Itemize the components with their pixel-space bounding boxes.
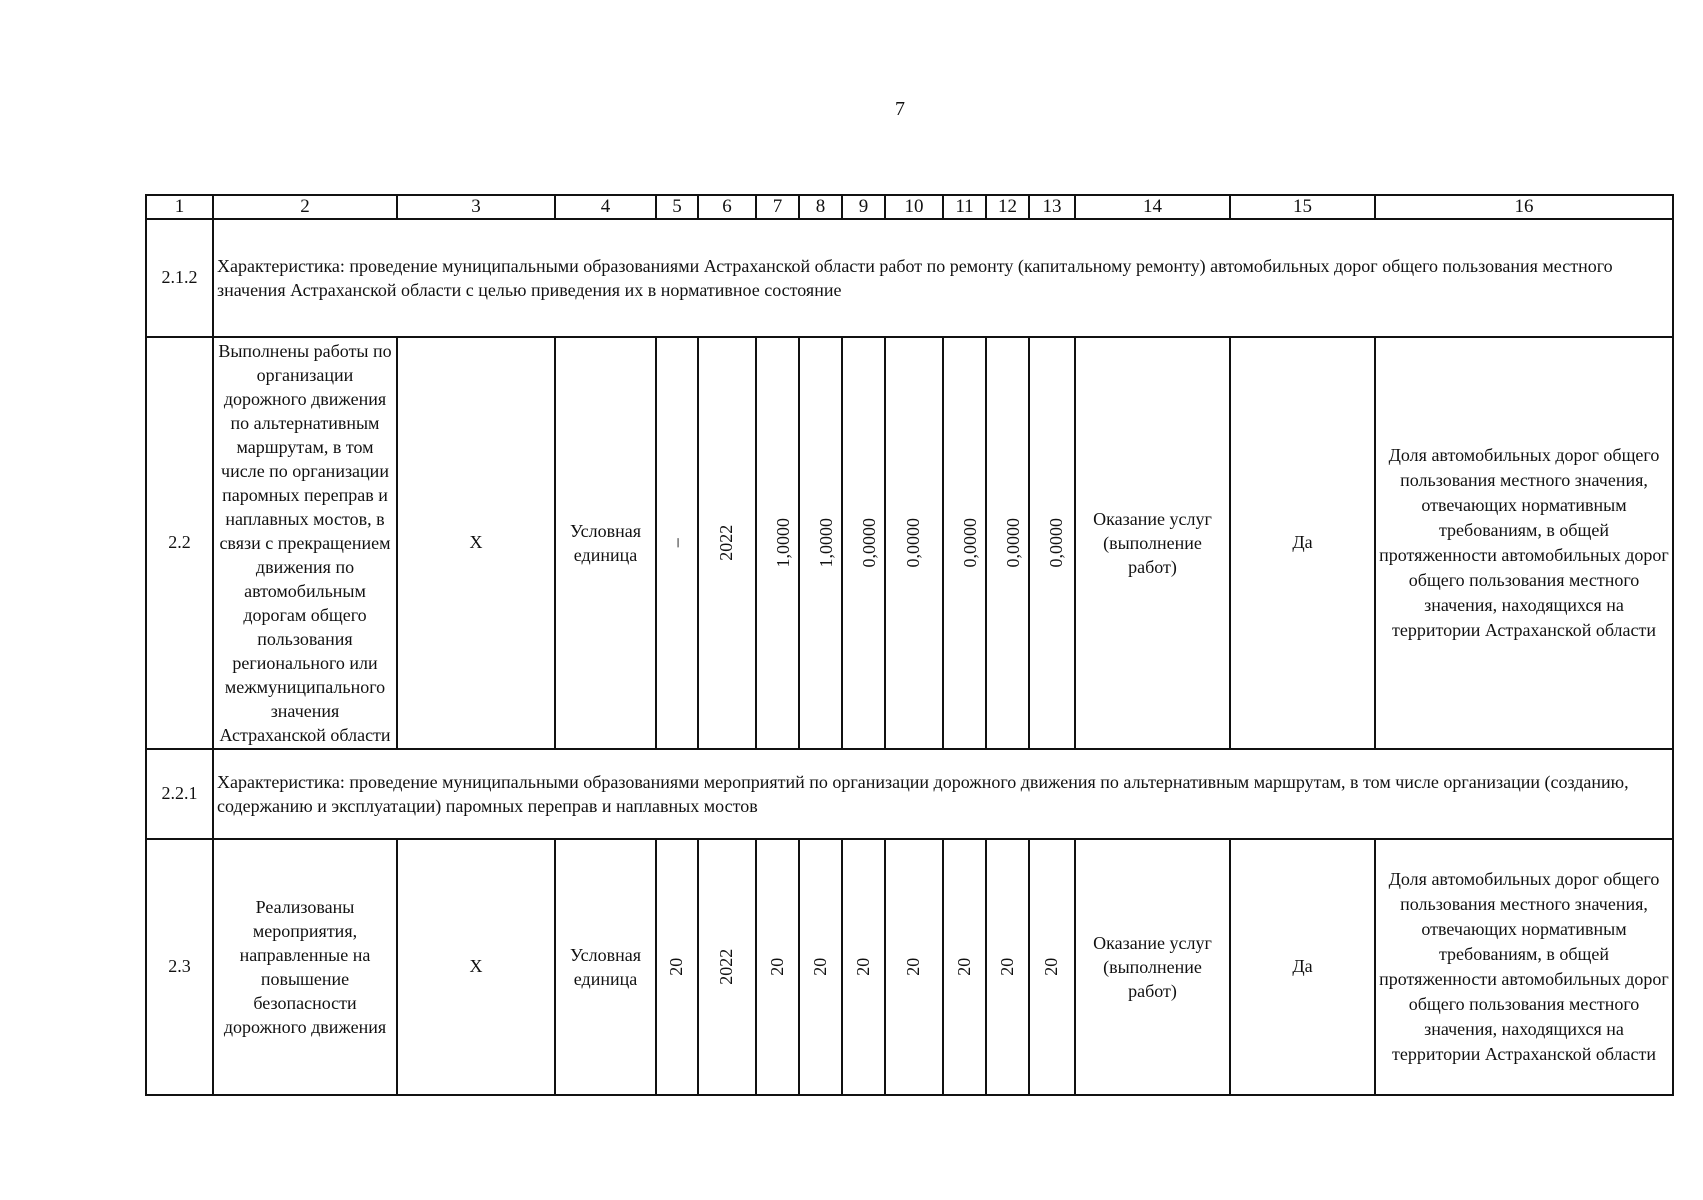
page-number: 7 (895, 98, 905, 120)
year-value (698, 337, 756, 749)
column-header: 10 (885, 195, 943, 219)
column-header: 2 (213, 195, 397, 219)
unit-value: Условная единица (555, 839, 656, 1095)
column-header: 13 (1029, 195, 1075, 219)
row-code: 2.3 (146, 839, 213, 1095)
value-text: 0,0000 (858, 518, 879, 568)
row-code: 2.1.2 (146, 219, 213, 337)
column-header: 5 (656, 195, 698, 219)
value-cell (943, 337, 986, 749)
value-cell (842, 337, 885, 749)
value-text: 20 (809, 958, 830, 976)
value-text: 20 (953, 958, 974, 976)
value-text: 20 (903, 958, 924, 976)
column-number-row (146, 195, 1673, 219)
col3-value: Х (397, 839, 555, 1095)
value-cell (885, 839, 943, 1095)
value-cell (799, 337, 842, 749)
value-cell (986, 337, 1029, 749)
column-header: 11 (943, 195, 986, 219)
indicator-text: Доля автомобильных дорог общего пользования местного значения, отвечающих нормативным требованиям, в общей протяженности автомобильных дорог общего пользования местного значения, находящихся на территории Астраханской области (1375, 839, 1673, 1095)
col5-text: 20 (666, 958, 687, 976)
indicator-text: Доля автомобильных дорог общего пользования местного значения, отвечающих нормативным требованиям, в общей протяженности автомобильных дорог общего пользования местного значения, находящихся на территории Астраханской области (1375, 337, 1673, 749)
value-cell (1029, 337, 1075, 749)
value-text: 0,0000 (1002, 518, 1023, 568)
col3-value: Х (397, 337, 555, 749)
value-text: 1,0000 (815, 518, 836, 568)
value-text: 20 (996, 958, 1017, 976)
value-cell (799, 839, 842, 1095)
value-text: 1,0000 (772, 518, 793, 568)
value-cell (943, 839, 986, 1095)
result-name: Выполнены работы по организации дорожного движения по альтернативным маршрутам, в том числе по организации паромных переправ и наплавных мостов, в связи с прекращением движения по автомобильным дорогам общего пользования регионального или межмуниципального значения Астраханской области (213, 337, 397, 749)
col5-value (656, 337, 698, 749)
value-text: 20 (1041, 958, 1062, 976)
program-table (145, 194, 1674, 1096)
value-cell (756, 839, 799, 1095)
value-text: 20 (766, 958, 787, 976)
table-row (146, 839, 1673, 1095)
col5-text: – (666, 538, 687, 548)
column-header: 1 (146, 195, 213, 219)
col15-value: Да (1230, 337, 1375, 749)
column-header: 16 (1375, 195, 1673, 219)
characteristic-row (146, 219, 1673, 337)
result-name: Реализованы мероприятия, направленные на повышение безопасности дорожного движения (213, 839, 397, 1095)
value-text: 20 (852, 958, 873, 976)
row-code: 2.2 (146, 337, 213, 749)
column-header: 9 (842, 195, 885, 219)
service-type: Оказание услуг (выполнение работ) (1075, 839, 1230, 1095)
column-header: 8 (799, 195, 842, 219)
column-header: 14 (1075, 195, 1230, 219)
year-text: 2022 (716, 525, 737, 561)
characteristic-row (146, 749, 1673, 839)
year-text: 2022 (716, 949, 737, 985)
row-code: 2.2.1 (146, 749, 213, 839)
value-text: 0,0000 (959, 518, 980, 568)
value-cell (756, 337, 799, 749)
column-header: 15 (1230, 195, 1375, 219)
characteristic-text: Характеристика: проведение муниципальными образованиями мероприятий по организации дорожного движения по альтернативным маршрутам, в том числе организации (созданию, содержанию и эксплуатации) паромных переправ и наплавных мостов (213, 749, 1673, 839)
col5-value (656, 839, 698, 1095)
value-cell (842, 839, 885, 1095)
column-header: 12 (986, 195, 1029, 219)
value-cell (885, 337, 943, 749)
service-type: Оказание услуг (выполнение работ) (1075, 337, 1230, 749)
year-value (698, 839, 756, 1095)
column-header: 7 (756, 195, 799, 219)
characteristic-text: Характеристика: проведение муниципальными образованиями Астраханской области работ по ремонту (капитальному ремонту) автомобильных дорог общего пользования местного значения Астраханской области с целью приведения их в нормативное состояние (213, 219, 1673, 337)
col15-value: Да (1230, 839, 1375, 1095)
value-text: 0,0000 (903, 518, 924, 568)
value-text: 0,0000 (1045, 518, 1066, 568)
table-row (146, 337, 1673, 749)
column-header: 3 (397, 195, 555, 219)
unit-value: Условная единица (555, 337, 656, 749)
column-header: 6 (698, 195, 756, 219)
value-cell (1029, 839, 1075, 1095)
column-header: 4 (555, 195, 656, 219)
value-cell (986, 839, 1029, 1095)
